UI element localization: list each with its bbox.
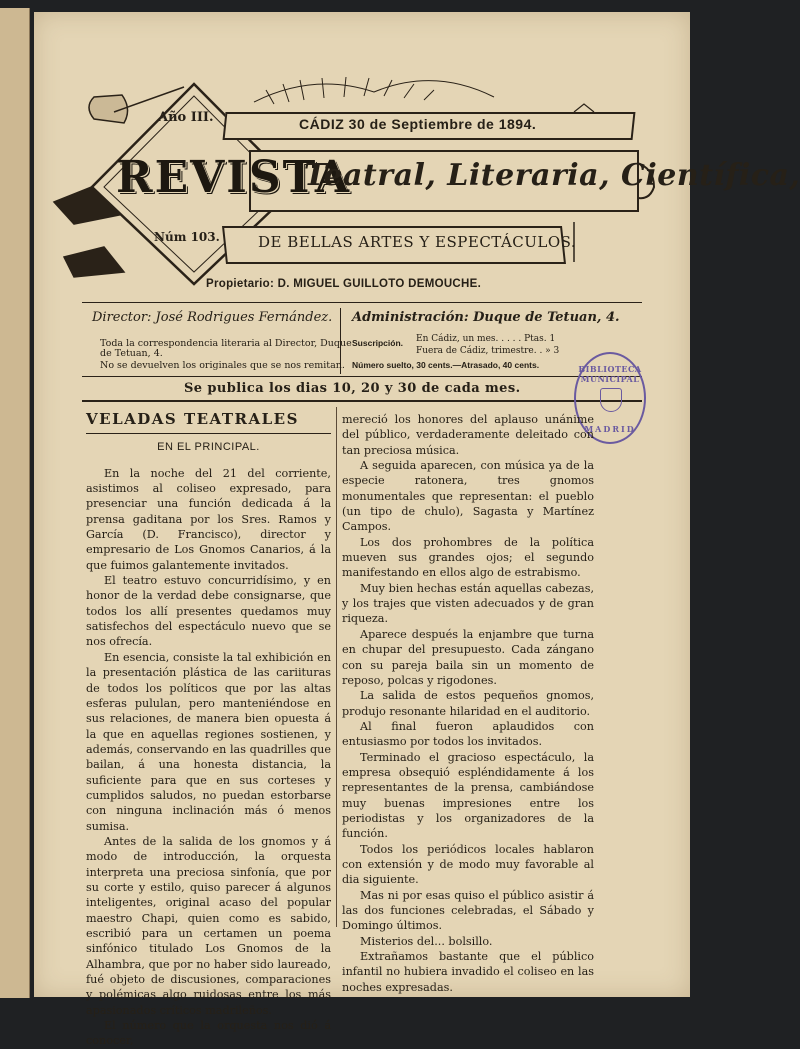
masthead-title: REVISTA	[116, 152, 352, 203]
administration-line: Administración: Duque de Tetuan, 4.	[352, 310, 620, 325]
article-column-2	[342, 412, 594, 995]
paragraph: Misterios del... bolsillo.	[360, 934, 493, 948]
subscription-outside: Fuera de Cádiz, trimestre. . » 3	[416, 346, 560, 356]
correspondence-line-2: de Tetuan, 4.	[100, 348, 163, 359]
single-issue-price: Número suelto, 30 cents.—Atrasado, 40 cents.	[352, 360, 540, 370]
paragraph: Al final fueron aplaudidos con entusiasmo por todos los invitados.	[342, 719, 594, 749]
stamp-bottom-text: MADRID	[584, 424, 636, 434]
masthead	[34, 12, 800, 312]
stamp-top-text: BIBLIOTECA MUNICIPAL	[578, 364, 642, 384]
paragraph: Los dos prohombres de la política mueven sus grandes ojos; el segundo manifestando en ellos algo de estrabismo.	[342, 535, 594, 580]
subscription-label: Suscripción.	[352, 338, 404, 348]
arts-subtitle: DE BELLAS ARTES Y ESPECTÁCULOS.	[258, 233, 577, 251]
article-column-1	[86, 404, 331, 1049]
issue-number: Núm 103.	[154, 230, 220, 244]
proprietor-line: Propietario: D. MIGUEL GUILLOTO DEMOUCHE.	[206, 278, 482, 290]
rule-bottom	[82, 400, 642, 402]
paragraph: Extrañamos bastante que el público infantil no hubiera invadido el coliseo en las noches expresadas.	[342, 950, 594, 994]
info-bar	[82, 304, 642, 376]
paragraph: A seguida aparecen, con música ya de la especie ratonera, tres gnomos monumentales que representan: el pueblo (un tipo de chulo), Sagasta y Martínez Campos.	[342, 459, 594, 534]
paragraph: Mas ni por esas quiso el público asistir á las dos funciones celebradas, el Sábado y Domingo últimos.	[342, 888, 594, 933]
paragraph: Muy bien hechas están aquellas cabezas, y los trajes que visten adecuados y de gran riqueza.	[342, 581, 594, 626]
rule-top	[82, 302, 642, 303]
paragraph: El teatro estuvo concurridísimo, y en honor de la verdad debe consignarse, que todos los allí presentes quedamos muy satisfechos del espectáculo nuevo que se nos ofrecía.	[86, 574, 331, 649]
paragraph: Terminado el gracioso espectáculo, la empresa obsequió espléndidamente á los representantes de la prensa, cambiándose muy buenas impresiones entre los periodistas y los organizadores de la función.	[342, 750, 594, 841]
paragraph: La salida de estos pequeños gnomos, produjo resonante hilaridad en el auditorio.	[342, 689, 594, 718]
subscription-cadiz: En Cádiz, un mes. . . . . Ptas. 1	[416, 334, 556, 344]
rule-mid	[82, 376, 642, 377]
director-line: Director: José Rodrigues Fernández.	[92, 310, 333, 325]
column-divider	[336, 407, 337, 927]
newspaper-page	[34, 12, 800, 1048]
paragraph: Aparece después la enjambre que turna en chupar del presupuesto. Cada zángano con su pareja baila sin un momento de reposo, polcas y rigodones.	[342, 627, 594, 687]
year-label: Año III.	[158, 110, 214, 125]
masthead-subtitle: Teatral, Literaria, Científica,	[304, 158, 800, 193]
paragraph: Todos los periódicos locales hablaron con extensión y de modo muy favorable al dia siguiente.	[342, 842, 594, 887]
facing-page-edge	[0, 8, 30, 998]
paragraph: Antes de la salida de los gnomos y á modo de introducción, la orquesta interpreta una preciosa sinfonía, que por su corte y estilo, quiso parecer á algunos inteligentes, original acaso del popular maestro Chapi, quien como es sabido, escribió para un certamen un poema sinfónico titulado Los Gnomos de la Alhambra, que por no haber sido laureado, fué objeto de discusiones, comparaciones y polémicas algo ruidosas entre los más apasionados críticos madrileños.	[86, 834, 331, 1017]
article-subheading: EN EL PRINCIPAL.	[86, 433, 331, 455]
publication-schedule: Se publica los dias 10, 20 y 30 de cada mes.	[184, 381, 521, 396]
paragraph: En esencia, consiste la tal exhibición en la presentación plástica de las cariituras de todos los políticos que por las altas esferas pululan, pero manteniéndose en sus relaciones, de manera bien opuesta á la que en aquellas regiones sostienen, y además, conservando en las quadrilles que bailan, á una honesta distancia, la suficiente para que en sus corteses y cumplidos saludos, no puedan estorbarse con ninguna inclinación más ó menos sumisa.	[86, 650, 331, 833]
correspondence-line-1: Toda la correspondencia literaria al Director, Duque	[100, 338, 352, 349]
originals-note: No se devuelven los originales que se nos remitan.	[100, 360, 345, 371]
crest-icon	[600, 388, 622, 412]
paragraph: mereció los honores del aplauso unánime del público, verdaderamente deleitado con tan preciosa música.	[342, 413, 594, 457]
paragraph: El número que la orquesta nos dió á conocer,	[86, 1019, 331, 1048]
date-line: CÁDIZ 30 de Septiembre de 1894.	[299, 116, 537, 132]
paragraph: En la noche del 21 del corriente, asistimos al coliseo expresado, para presenciar una función dedicada á la prensa gaditana por los Sres. Ramos y García (D. Francisco), director y empresario de Los Gnomos Canarios, á la que fuimos galantemente invitados.	[86, 466, 331, 572]
article-heading: VELADAS TEATRALES	[86, 410, 299, 428]
